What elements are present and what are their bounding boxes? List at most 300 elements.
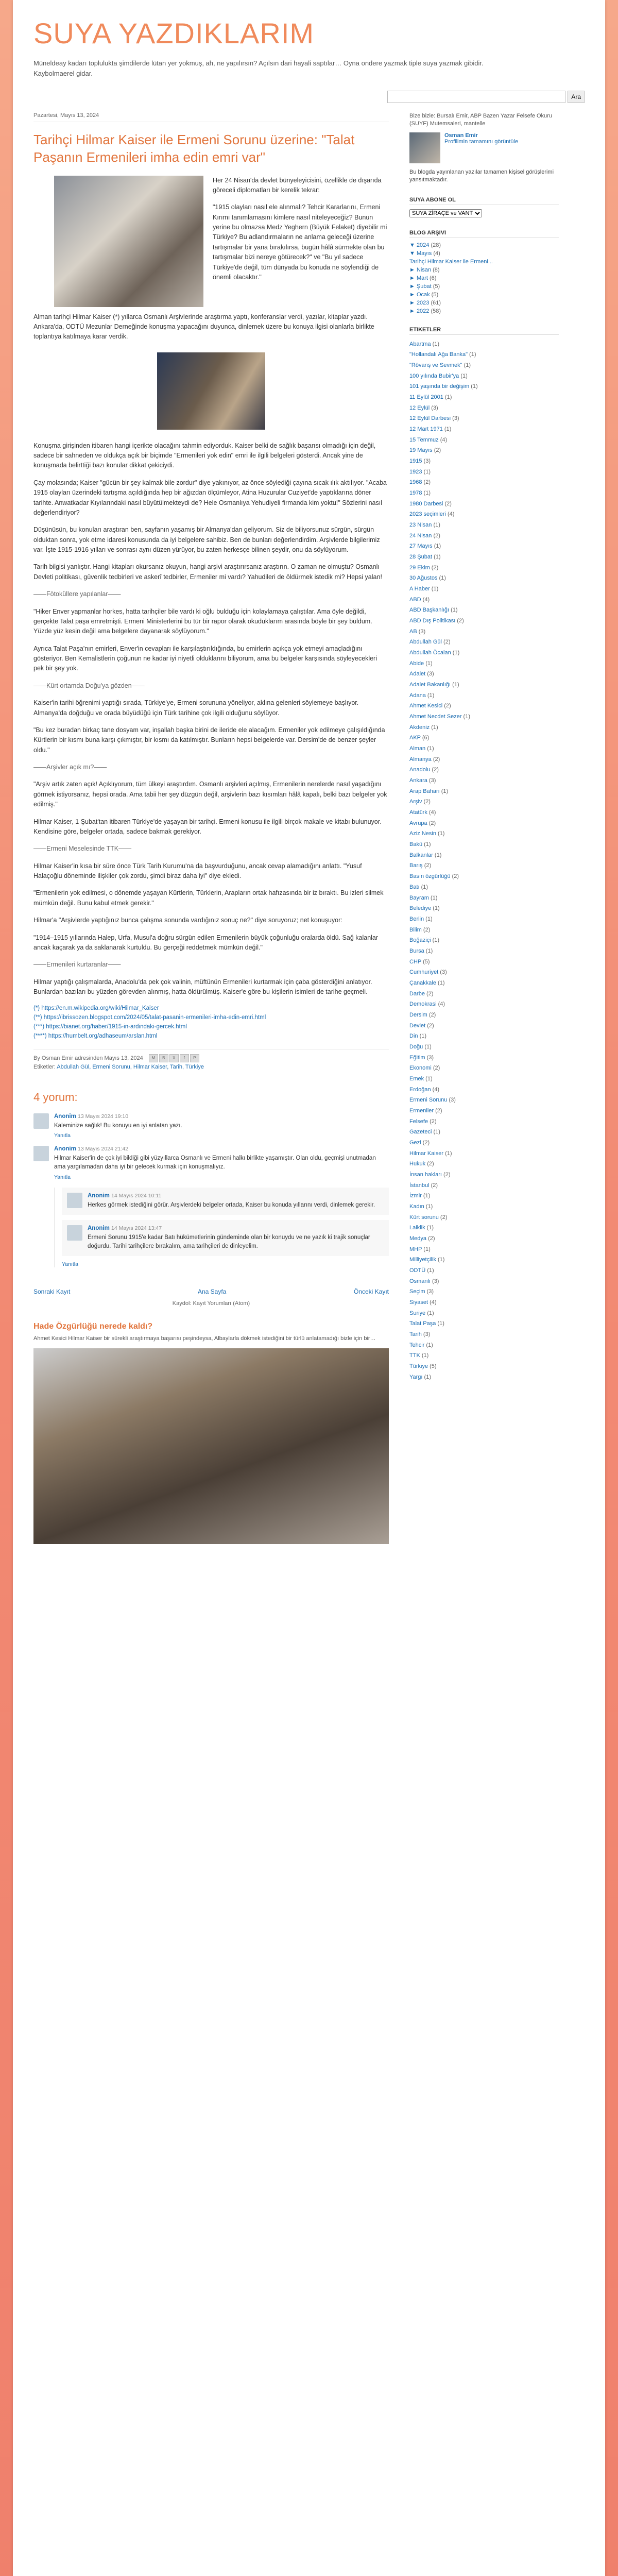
label-item-name[interactable]: 1915	[409, 457, 422, 464]
label-item-name[interactable]: ABD Dış Politikası	[409, 618, 456, 624]
label-item-name[interactable]: MHP	[409, 1246, 422, 1252]
label-item[interactable]	[409, 456, 559, 467]
label-item[interactable]	[409, 552, 559, 563]
label-item[interactable]	[409, 775, 559, 786]
label-item[interactable]	[409, 1053, 559, 1063]
label-item-count: (4)	[431, 1086, 440, 1093]
label-item-count: (3)	[430, 404, 438, 411]
label-item[interactable]	[409, 1191, 559, 1201]
label-item[interactable]	[409, 999, 559, 1010]
label-item-name[interactable]: Boğaziçi	[409, 937, 431, 944]
label-item-count: (2)	[425, 1022, 434, 1029]
label-item[interactable]	[409, 605, 559, 616]
reply-link[interactable]: Yanıtla	[54, 1174, 71, 1180]
label-item[interactable]	[409, 445, 559, 456]
home-link[interactable]: Ana Sayfa	[197, 1288, 227, 1296]
label-item-name[interactable]: Abartma	[409, 341, 431, 347]
label-item[interactable]	[409, 1021, 559, 1031]
email-share-icon[interactable]: M	[149, 1054, 158, 1062]
label-item-name[interactable]: Felsefe	[409, 1118, 428, 1125]
label-item-name[interactable]: Abdullah Gül	[409, 639, 442, 646]
label-item-name[interactable]: Berlin	[409, 916, 424, 922]
archive-item-label[interactable]: ► Mart	[409, 275, 428, 281]
comment-author[interactable]: Anonim	[88, 1225, 110, 1231]
archive-list	[409, 242, 559, 314]
archive-item[interactable]	[409, 275, 559, 281]
label-item[interactable]	[409, 1286, 559, 1297]
label-item-count: (2)	[430, 767, 439, 773]
profile-link[interactable]: Profilimin tamamını görüntüle	[444, 138, 519, 145]
label-item[interactable]	[409, 711, 559, 722]
label-item-name[interactable]: 24 Nisan	[409, 532, 432, 539]
label-item-name[interactable]: CHP	[409, 958, 422, 965]
archive-item[interactable]	[409, 283, 559, 290]
label-item-name[interactable]: Yargı	[409, 1374, 423, 1380]
label-item[interactable]	[409, 1042, 559, 1053]
label-item-name[interactable]: Ekonomi	[409, 1065, 432, 1072]
label-item-name[interactable]: Çanakkale	[409, 979, 436, 986]
content-wrap	[13, 112, 605, 1544]
label-item-count: (2)	[430, 564, 439, 571]
label-item[interactable]	[409, 882, 559, 893]
reference-links	[33, 1004, 389, 1041]
search-button[interactable]: Ara	[568, 91, 585, 103]
reply-link[interactable]: Yanıtla	[62, 1261, 78, 1268]
label-item-name[interactable]: İzmir	[409, 1193, 422, 1199]
related-post-title[interactable]: Hade Özgürlüğü nerede kaldı?	[33, 1322, 153, 1331]
label-item-count: (3)	[430, 1278, 439, 1284]
label-item-count: (1)	[431, 341, 440, 347]
archive-item-label[interactable]: ► Şubat	[409, 283, 432, 290]
label-item[interactable]	[409, 1233, 559, 1244]
label-item-name[interactable]: Anadolu	[409, 767, 431, 773]
label-item[interactable]	[409, 1116, 559, 1127]
label-item[interactable]	[409, 786, 559, 797]
label-item[interactable]	[409, 722, 559, 733]
label-item-name[interactable]: Siyaset	[409, 1299, 428, 1306]
label-item-name[interactable]: Adalet Bakanlığı	[409, 682, 451, 688]
subscribe-comments-link[interactable]: Kaydol: Kayıt Yorumları (Atom)	[172, 1300, 250, 1307]
label-item-name[interactable]: A Haber	[409, 586, 430, 592]
label-item-count: (1)	[422, 841, 431, 848]
label-item-name[interactable]: 29 Ekim	[409, 564, 430, 571]
label-item[interactable]	[409, 978, 559, 989]
label-item-count: (3)	[417, 628, 426, 635]
archive-item[interactable]	[409, 292, 559, 298]
label-item[interactable]	[409, 1170, 559, 1180]
section-separator: ——Kürt ortamda Doğu'ya gözden——	[33, 682, 145, 689]
archive-item-label[interactable]: ► Nisan	[409, 266, 432, 273]
label-item[interactable]	[409, 381, 559, 392]
label-item[interactable]	[409, 1074, 559, 1084]
label-item-name[interactable]: 100 yılında Bubir'ya	[409, 372, 459, 379]
label-item-name[interactable]: 1923	[409, 468, 422, 475]
label-item[interactable]	[409, 1063, 559, 1074]
label-item[interactable]	[409, 1265, 559, 1276]
label-item-count: (4)	[428, 1299, 437, 1306]
label-item-name[interactable]: Akdeniz	[409, 724, 430, 731]
label-item[interactable]	[409, 499, 559, 510]
label-item-count: (1)	[424, 916, 433, 922]
label-item[interactable]	[409, 392, 559, 403]
reply-comment	[62, 1188, 389, 1215]
label-item[interactable]	[409, 435, 559, 446]
comment-date[interactable]: 14 Mayıs 2024 13:47	[111, 1225, 162, 1231]
label-item-count: (2)	[421, 926, 431, 933]
label-item[interactable]	[409, 935, 559, 946]
label-item[interactable]	[409, 371, 559, 382]
label-item[interactable]	[409, 1180, 559, 1191]
label-item[interactable]	[409, 754, 559, 765]
reply-link[interactable]: Yanıtla	[54, 1132, 71, 1139]
label-item[interactable]	[409, 903, 559, 914]
label-item-name[interactable]: Darbe	[409, 990, 425, 997]
label-item[interactable]	[409, 946, 559, 957]
label-item-name[interactable]: Ahmet Kesici	[409, 703, 443, 709]
label-item[interactable]	[409, 488, 559, 499]
label-item-count: (1)	[422, 1374, 431, 1380]
label-item-count: (3)	[425, 1054, 434, 1061]
label-item[interactable]	[409, 818, 559, 829]
blog-description: Müneldeay kadarı toplulukta şimdilerde lütan yer yokmuş, ah, ne yapılırsın? Açılsın dari hayali saptılar… Oyna ondere yazmak tiple suya yazmak gibidir. Kaybolmaerel gidar.	[33, 59, 484, 77]
x-share-icon[interactable]: X	[169, 1054, 179, 1062]
label-item-name[interactable]: Bursa	[409, 947, 424, 954]
label-item-count: (1)	[423, 1043, 432, 1050]
reference-link[interactable]: (*) https://en.m.wikipedia.org/wiki/Hilmar_Kaiser	[33, 1005, 159, 1012]
older-post-link[interactable]: Önceki Kayıt	[353, 1288, 389, 1296]
label-item-count: (5)	[421, 958, 430, 965]
label-item-name[interactable]: 101 yaşında bir değişim	[409, 383, 470, 390]
facebook-share-icon[interactable]: f	[180, 1054, 189, 1062]
label-item-count: (1)	[428, 894, 438, 901]
comment-date[interactable]: 13 Mayıs 2024 19:10	[78, 1113, 129, 1120]
label-item-name[interactable]: 28 Şubat	[409, 554, 433, 560]
label-item-name[interactable]: Ankara	[409, 777, 427, 784]
label-item[interactable]	[409, 807, 559, 818]
label-item-name[interactable]: Abdullah Öcalan	[409, 650, 451, 656]
label-item[interactable]	[409, 1138, 559, 1148]
label-item-name[interactable]: Belediye	[409, 905, 432, 912]
label-item[interactable]	[409, 1340, 559, 1351]
label-item-name[interactable]: 12 Eylül Darbesi	[409, 415, 451, 422]
newer-post-link[interactable]: Sonraki Kayıt	[33, 1288, 71, 1296]
label-item-name[interactable]: Tarih	[409, 1331, 422, 1338]
label-item[interactable]	[409, 850, 559, 861]
label-item-name[interactable]: Gezi	[409, 1139, 421, 1146]
label-item[interactable]	[409, 967, 559, 978]
label-item-name[interactable]: 2023 seçimleri	[409, 511, 446, 518]
label-item-name[interactable]: Cumhuriyet	[409, 969, 439, 976]
post-labels[interactable]: Abdullah Gül, Ermeni Sorunu, Hilmar Kaiser, Tarih, Türkiye	[57, 1064, 204, 1071]
label-item[interactable]	[409, 349, 559, 360]
label-item-name[interactable]: Türkiye	[409, 1363, 428, 1370]
archive-item-label[interactable]: ► 2023	[409, 299, 430, 306]
label-item[interactable]	[409, 1308, 559, 1319]
label-item[interactable]	[409, 1031, 559, 1042]
label-item-name[interactable]: Aziz Nesin	[409, 831, 436, 837]
label-item-name[interactable]: Demokrasi	[409, 1001, 437, 1008]
hilmar-kaiser-photo[interactable]	[54, 176, 203, 307]
label-item-name[interactable]: Seçim	[409, 1289, 425, 1295]
related-post-image[interactable]	[33, 1348, 389, 1544]
label-item-name[interactable]: 12 Eylül	[409, 404, 430, 411]
label-item[interactable]	[409, 669, 559, 680]
subscribe-select[interactable]	[409, 209, 482, 217]
profile-photo[interactable]	[409, 132, 440, 163]
label-item-name[interactable]: Dersim	[409, 1011, 427, 1018]
label-item[interactable]	[409, 467, 559, 478]
archive-item[interactable]	[409, 267, 559, 273]
label-item-name[interactable]: 1978	[409, 489, 422, 496]
label-item-name[interactable]: ABD Başkanlığı	[409, 607, 450, 614]
blog-share-icon[interactable]: B	[159, 1054, 168, 1062]
label-item-name[interactable]: Erdoğan	[409, 1086, 431, 1093]
label-item-name[interactable]: Laiklik	[409, 1225, 425, 1231]
label-item[interactable]	[409, 509, 559, 520]
label-item[interactable]	[409, 1297, 559, 1308]
archive-item-label[interactable]: ► Ocak	[409, 291, 430, 298]
label-item-name[interactable]: Atatürk	[409, 809, 427, 816]
label-item-name[interactable]: İstanbul	[409, 1182, 430, 1189]
archive-item-label[interactable]: ▼ 2024	[409, 242, 430, 248]
label-item-name[interactable]: Osmanlı	[409, 1278, 431, 1284]
label-item[interactable]	[409, 1244, 559, 1255]
label-item-name[interactable]: Hukuk	[409, 1161, 426, 1167]
label-item-name[interactable]: Milliyetçilik	[409, 1257, 436, 1263]
label-item[interactable]	[409, 520, 559, 531]
archive-item[interactable]	[409, 242, 559, 248]
label-item-name[interactable]: Suriye	[409, 1310, 426, 1316]
label-item[interactable]	[409, 1255, 559, 1265]
label-item-name[interactable]: 19 Mayıs	[409, 447, 433, 454]
label-item-name[interactable]: "Hollandalı Ağa Banka"	[409, 351, 468, 358]
label-item[interactable]	[409, 1159, 559, 1170]
post-paragraph: Konuşma girişinden itibaren hangi içerikte olacağını tahmin ediyorduk. Kaiser belki de sağlık başarısı olmadığı için değil, sadece bir sahneden ve oldukça açık bir biçimde "Ermenileri yok edin" emri ile ilgili belgeleri gösterdi. Ancak yine de konuşmada belirttiği bazı konular dikkat çekiciydi.	[33, 442, 376, 469]
comment-date[interactable]: 14 Mayıs 2024 10:11	[111, 1192, 162, 1199]
label-item[interactable]	[409, 360, 559, 371]
label-item[interactable]	[409, 1276, 559, 1287]
label-item[interactable]	[409, 1148, 559, 1159]
label-item[interactable]	[409, 733, 559, 743]
label-item[interactable]	[409, 477, 559, 488]
label-item[interactable]	[409, 871, 559, 882]
label-item-name[interactable]: ABD	[409, 596, 421, 603]
commenter-avatar	[33, 1113, 49, 1129]
blog-title[interactable]: SUYA YAZDIKLARIM	[33, 17, 315, 49]
label-item-name[interactable]: 23 Nisan	[409, 521, 432, 528]
label-item[interactable]	[409, 626, 559, 637]
label-item[interactable]	[409, 1084, 559, 1095]
label-item-name[interactable]: Almanya	[409, 756, 432, 762]
label-item[interactable]	[409, 690, 559, 701]
label-item[interactable]	[409, 1201, 559, 1212]
label-item-count: (1)	[451, 682, 459, 688]
label-item-name[interactable]: Arşiv	[409, 799, 422, 805]
label-item-name[interactable]: Emek	[409, 1075, 424, 1082]
label-item-name[interactable]: Kürt sorunu	[409, 1214, 439, 1221]
label-item[interactable]	[409, 1372, 559, 1383]
reference-link[interactable]: (****) https://humbelt.org/adhaseum/arslan.html	[33, 1032, 158, 1039]
archive-item[interactable]	[409, 250, 559, 257]
label-item-name[interactable]: Basın özgürlüğü	[409, 873, 451, 880]
label-item-name[interactable]: 1980 Darbesi	[409, 500, 443, 507]
pinterest-share-icon[interactable]: P	[190, 1054, 199, 1062]
label-item[interactable]	[409, 1010, 559, 1021]
label-item-name[interactable]: Bakü	[409, 841, 423, 848]
label-item-count: (1)	[424, 947, 433, 954]
label-item-name[interactable]: AKP	[409, 735, 421, 741]
archive-item[interactable]	[409, 308, 559, 314]
label-item[interactable]	[409, 648, 559, 658]
comment-date[interactable]: 13 Mayıs 2024 21:42	[78, 1146, 129, 1153]
archive-item-label[interactable]: ▼ Mayıs	[409, 250, 432, 257]
label-item-name[interactable]: Talat Paşa	[409, 1320, 436, 1327]
comment-author[interactable]: Anonim	[54, 1146, 76, 1153]
label-item[interactable]	[409, 1095, 559, 1106]
label-item[interactable]	[409, 957, 559, 968]
label-item[interactable]	[409, 796, 559, 807]
label-item-count: (1)	[425, 1310, 434, 1316]
label-item-name[interactable]: 1968	[409, 479, 422, 486]
label-item[interactable]	[409, 584, 559, 595]
label-item[interactable]	[409, 413, 559, 424]
label-item-name[interactable]: Hilmar Kaiser	[409, 1150, 444, 1157]
label-item[interactable]	[409, 914, 559, 925]
label-item[interactable]	[409, 531, 559, 541]
label-item-name[interactable]: Balkanlar	[409, 852, 433, 858]
related-post-desc: Ahmet Kesici Hilmar Kaiser bir sürekli araştırmaya başarısı peşindeysa, Albaylarla dökmek istediğini bir türlü anlatamadığı bizle için bir…	[33, 1335, 376, 1342]
label-item-count: (1)	[443, 1150, 452, 1157]
label-item-name[interactable]: Medya	[409, 1235, 427, 1242]
label-item[interactable]	[409, 1223, 559, 1233]
label-item-name[interactable]: Ahmet Necdet Sezer	[409, 714, 462, 720]
label-item-name[interactable]: Batı	[409, 884, 420, 890]
label-item[interactable]	[409, 595, 559, 605]
label-item[interactable]	[409, 1350, 559, 1361]
label-item[interactable]	[409, 989, 559, 999]
label-item-name[interactable]: İnsan hakları	[409, 1171, 442, 1178]
label-item-name[interactable]: 12 Mart 1971	[409, 426, 443, 432]
archive-item[interactable]	[409, 259, 559, 265]
label-item-name[interactable]: Barış	[409, 862, 423, 869]
label-item-name[interactable]: Alman	[409, 745, 426, 752]
label-item[interactable]	[409, 925, 559, 936]
label-item-count: (1)	[436, 979, 445, 986]
label-item-name[interactable]: Bayram	[409, 894, 429, 901]
label-item-name[interactable]: Devlet	[409, 1022, 426, 1029]
archive-item-label[interactable]: Tarihçi Hilmar Kaiser ile Ermeni...	[409, 258, 493, 265]
label-item[interactable]	[409, 1329, 559, 1340]
label-item[interactable]	[409, 563, 559, 573]
label-item[interactable]	[409, 424, 559, 435]
label-item-name[interactable]: Bilim	[409, 926, 422, 933]
label-item[interactable]	[409, 680, 559, 690]
post-paragraph: Çay molasında; Kaiser "gücün bir şey kalmak bile zordur" diye yakınıyor, az önce söylediği çayına sıcak ılık aktılıyor. "Acaba 1915 olayları üzerindeki tartışma açıldığında hep bir ağızdan ölçümleyor, Atina Huzurular Cuziyet'de yaptıklarına döner tarihte. Anwatkadar Kıyılarındaki nasıl büyütülmekteydi de? Hele Osmanlıya Yehudiyeli firmanda kim yoktu!" Sözlerini nasıl değerlendiriyor?	[33, 479, 387, 516]
profile-widget	[409, 132, 559, 163]
label-item-count: (2)	[455, 618, 464, 624]
label-item-name[interactable]: AB	[409, 628, 417, 635]
label-item-name[interactable]: Kadın	[409, 1203, 424, 1210]
label-item[interactable]	[409, 1212, 559, 1223]
label-item-name[interactable]: Eğitim	[409, 1054, 425, 1061]
section-separator: ——Fötoküllere yapılanlar——	[33, 590, 121, 598]
reply-comment	[62, 1220, 389, 1257]
post-title[interactable]: Tarihçi Hilmar Kaiser ile Ermeni Sorunu üzerine: "Talat Paşanın Ermenileri imha edin emri var"	[33, 132, 355, 165]
label-item-name[interactable]: Ermeniler	[409, 1107, 434, 1114]
label-item-count: (3)	[425, 671, 434, 677]
label-item-name[interactable]: ODTÜ	[409, 1267, 426, 1274]
author-name-link[interactable]: Osman Emir	[444, 132, 478, 139]
label-item[interactable]	[409, 403, 559, 414]
label-item[interactable]	[409, 339, 559, 350]
archive-item[interactable]	[409, 300, 559, 306]
label-item-name[interactable]: Avrupa	[409, 820, 427, 826]
label-item-name[interactable]: Tehcir	[409, 1342, 425, 1348]
label-item[interactable]	[409, 637, 559, 648]
label-item-count: (1)	[422, 1246, 431, 1252]
label-item-name[interactable]: Doğu	[409, 1043, 423, 1050]
comments-title: 4 yorum:	[33, 1090, 78, 1104]
label-item-name[interactable]: 30 Ağustos	[409, 575, 438, 582]
label-item[interactable]	[409, 765, 559, 775]
label-item[interactable]	[409, 893, 559, 904]
label-item[interactable]	[409, 701, 559, 711]
label-item[interactable]	[409, 1318, 559, 1329]
label-item[interactable]	[409, 573, 559, 584]
label-item-name[interactable]: Gazeteci	[409, 1129, 432, 1136]
label-item-name[interactable]: TTK	[409, 1352, 420, 1359]
label-item-name[interactable]: Abide	[409, 660, 424, 667]
post-paragraph: Kaiser'in tarihi öğrenimi yaptığı sırada, Türkiye'ye, Ermeni sorununa yöneliyor, aklına gelenleri söylemeye başlıyor. Almanya'da doğduğu ve orada büyüdüğü için Türk tarihine çok ilgili olduğunu söylüyor.	[33, 699, 359, 717]
search-input[interactable]	[387, 91, 565, 103]
label-item[interactable]	[409, 1106, 559, 1116]
label-item-name[interactable]: Arap Baharı	[409, 788, 440, 794]
label-item-name[interactable]: 27 Mayıs	[409, 543, 433, 550]
comment-author[interactable]: Anonim	[54, 1113, 76, 1120]
label-item[interactable]	[409, 743, 559, 754]
label-item-name[interactable]: Din	[409, 1033, 418, 1040]
label-item[interactable]	[409, 860, 559, 871]
post-paragraph: Düşünüsün, bu konuları araştıran ben, sayfanın yaşamış bir Almanya'dan geliyorum. Siz de biliyorsunuz sürgün, sürgün olduktan sonra, yok etme idaresi konusunda da iyi belgelere sahibiz. Ben de bunları değerlendirdim. Arşivlerde bilgilerimiz var. İşte 1915-1916 yılları ve sonrası aynı düzen yürüyor, bu zaten herkesçe bilinen şeydir, onu da söylüyorum.	[33, 526, 380, 554]
label-item[interactable]	[409, 1361, 559, 1372]
archive-item-label[interactable]: ► 2022	[409, 308, 430, 314]
archive-item-count: (6)	[427, 275, 437, 281]
label-item-name[interactable]: Adalet	[409, 671, 426, 677]
subscribe-heading: SUYA ABONE OL	[409, 197, 559, 205]
label-item[interactable]	[409, 658, 559, 669]
label-item[interactable]	[409, 828, 559, 839]
post-footer	[33, 1049, 389, 1072]
label-item-count: (2)	[425, 1161, 434, 1167]
label-item[interactable]	[409, 1127, 559, 1138]
reference-link[interactable]: (**) https://ibrissozen.blogspot.com/2024/05/talat-pasanin-ermenileri-imha-edin-emri.html	[33, 1014, 266, 1021]
label-item-name[interactable]: 15 Temmuz	[409, 436, 439, 443]
label-item-name[interactable]: "Rövanş ve Sevmek"	[409, 362, 462, 368]
label-item[interactable]	[409, 839, 559, 850]
label-item-count: (1)	[449, 607, 458, 614]
label-item-name[interactable]: 11 Eylül 2001	[409, 394, 443, 400]
section-separator: ——Ermeni Meselesinde TTK——	[33, 845, 132, 853]
label-item-count: (2)	[431, 756, 440, 762]
sidebar	[409, 112, 559, 1544]
label-item-name[interactable]: Adana	[409, 692, 426, 699]
reference-link[interactable]: (***) https://bianet.org/haber/1915-in-ardindaki-gercek.html	[33, 1024, 187, 1030]
label-item-name[interactable]: Ermeni Sorunu	[409, 1097, 448, 1104]
label-item[interactable]	[409, 541, 559, 552]
label-item[interactable]	[409, 616, 559, 626]
conference-photo[interactable]	[157, 352, 265, 430]
comment-author[interactable]: Anonim	[88, 1192, 110, 1199]
